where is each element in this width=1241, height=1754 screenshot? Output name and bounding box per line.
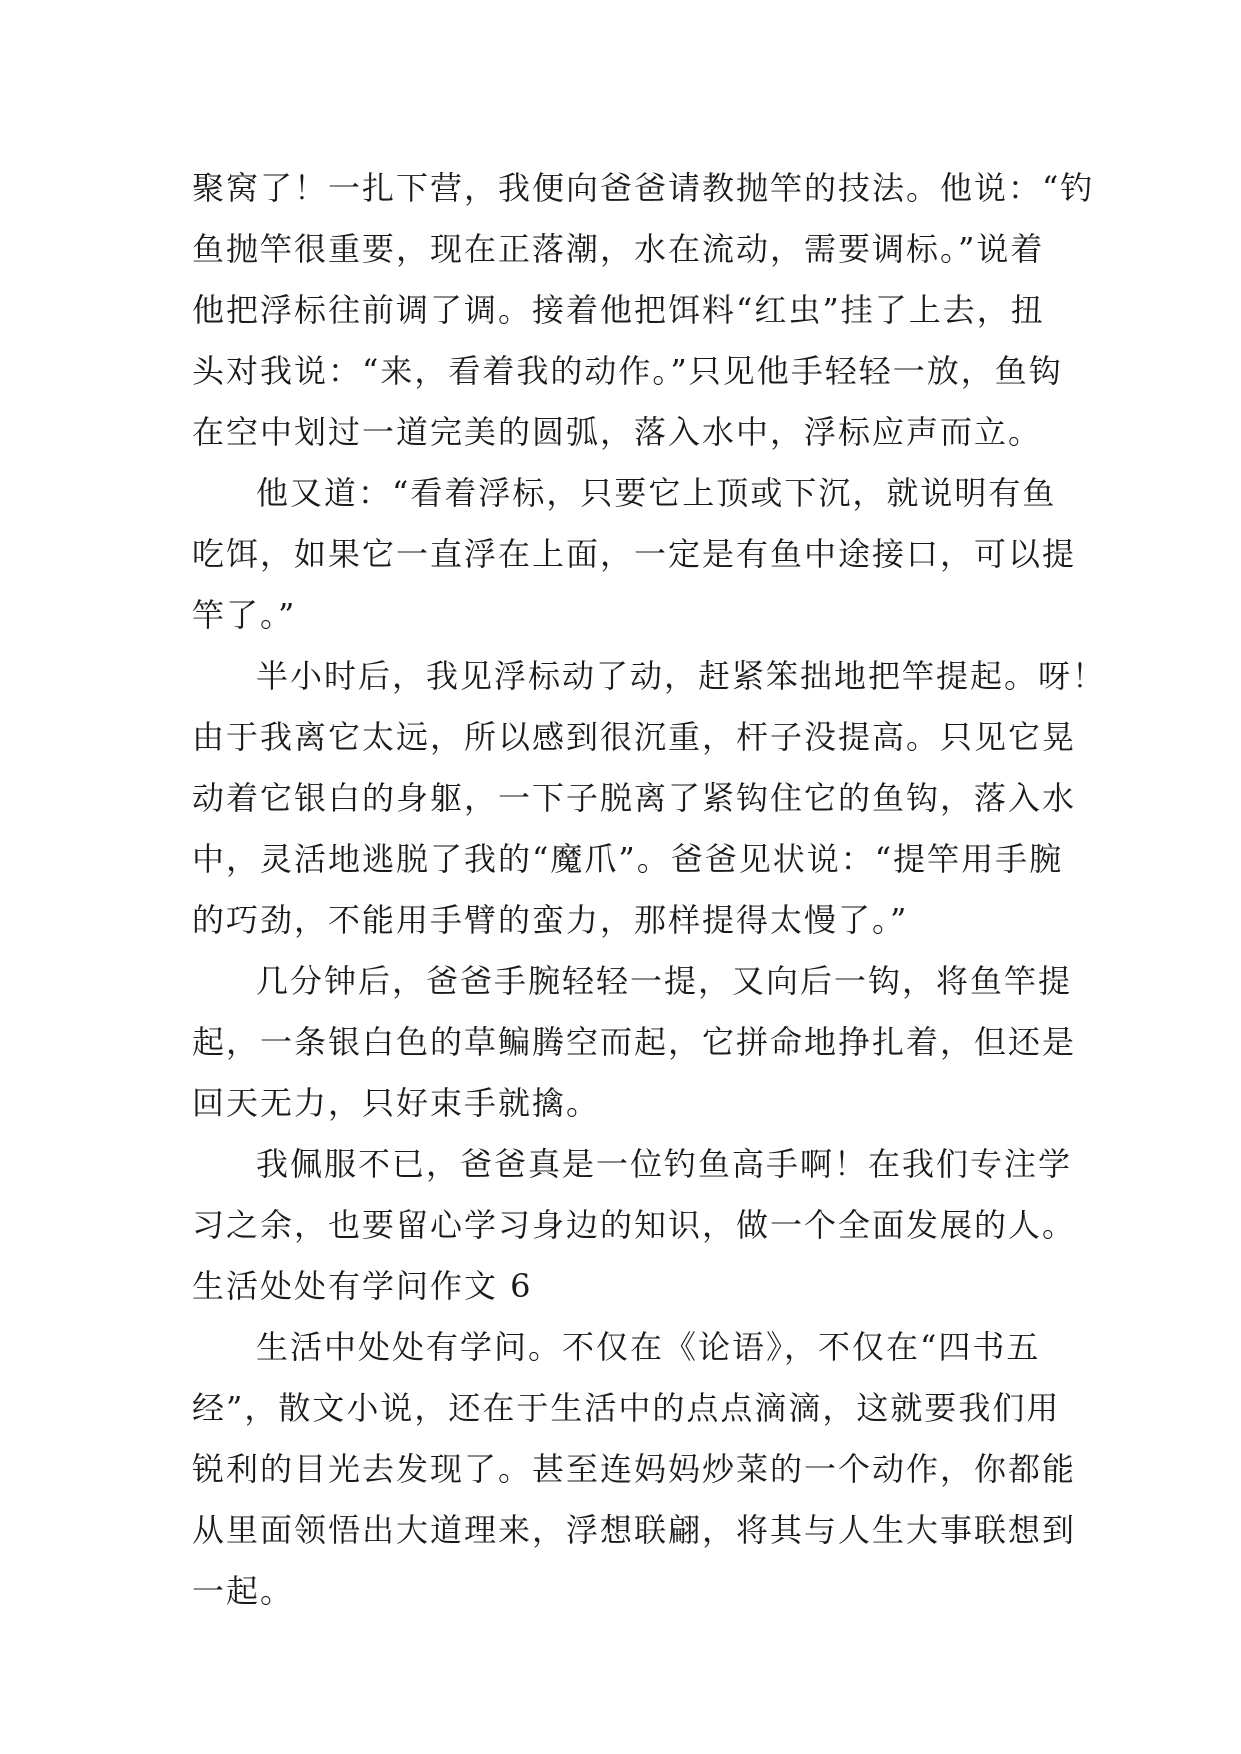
text-line: 鱼抛竿很重要，现在正落潮，水在流动，需要调标。”说着	[192, 230, 1045, 268]
text-line: 动着它银白的身躯，一下子脱离了紧钩住它的鱼钩，落入水	[192, 779, 1077, 817]
paragraph-4	[192, 951, 1077, 1134]
section-heading: 生活处处有学问作文 6	[192, 1267, 533, 1305]
text-line: 中，灵活地逃脱了我的“魔爪”。爸爸见状说：“提竿用手腕	[192, 840, 1064, 878]
text-line: 从里面领悟出大道理来，浮想联翩，将其与人生大事联想到	[192, 1511, 1077, 1549]
paragraph-6	[192, 1317, 1077, 1622]
text-line: 回天无力，只好束手就擒。	[192, 1084, 601, 1122]
document-page	[192, 158, 1107, 1622]
paragraph-5	[192, 1134, 1077, 1256]
text-line: 经”，散文小说，还在于生活中的点点滴滴，这就要我们用	[192, 1389, 1061, 1427]
paragraph-2	[192, 463, 1077, 646]
paragraph-3	[192, 646, 1107, 951]
text-line: 他把浮标往前调了调。接着他把饵料“红虫”挂了上去，扭	[192, 291, 1045, 329]
text-line: 习之余，也要留心学习身边的知识，做一个全面发展的人。	[192, 1206, 1077, 1244]
text-line: 他又道：“看着浮标，只要它上顶或下沉，就说明有鱼	[256, 474, 1057, 512]
text-line: 我佩服不已，爸爸真是一位钓鱼高手啊！在我们专注学	[256, 1145, 1073, 1183]
text-line: 生活中处处有学问。不仅在《论语》，不仅在“四书五	[256, 1328, 1041, 1366]
text-line: 锐利的目光去发现了。甚至连妈妈炒菜的一个动作，你都能	[192, 1450, 1077, 1488]
text-line: 由于我离它太远，所以感到很沉重，杆子没提高。只见它晃	[192, 718, 1077, 756]
text-line: 一起。	[192, 1572, 295, 1610]
text-line: 聚窝了！一扎下营，我便向爸爸请教抛竿的技法。他说：“钓	[192, 169, 1095, 207]
text-line: 头对我说：“来，看着我的动作。”只见他手轻轻一放，鱼钩	[192, 352, 1063, 390]
text-line: 在空中划过一道完美的圆弧，落入水中，浮标应声而立。	[192, 413, 1043, 451]
text-line: 的巧劲，不能用手臂的蛮力，那样提得太慢了。”	[192, 901, 909, 939]
text-line: 竿了。”	[192, 596, 297, 634]
text-line: 半小时后，我见浮标动了动，赶紧笨拙地把竿提起。呀！	[256, 657, 1107, 695]
text-line: 几分钟后，爸爸手腕轻轻一提，又向后一钩，将鱼竿提	[256, 962, 1073, 1000]
text-line: 吃饵，如果它一直浮在上面，一定是有鱼中途接口，可以提	[192, 535, 1077, 573]
paragraph-1	[192, 158, 1095, 463]
text-line: 起，一条银白色的草鳊腾空而起，它拼命地挣扎着，但还是	[192, 1023, 1077, 1061]
